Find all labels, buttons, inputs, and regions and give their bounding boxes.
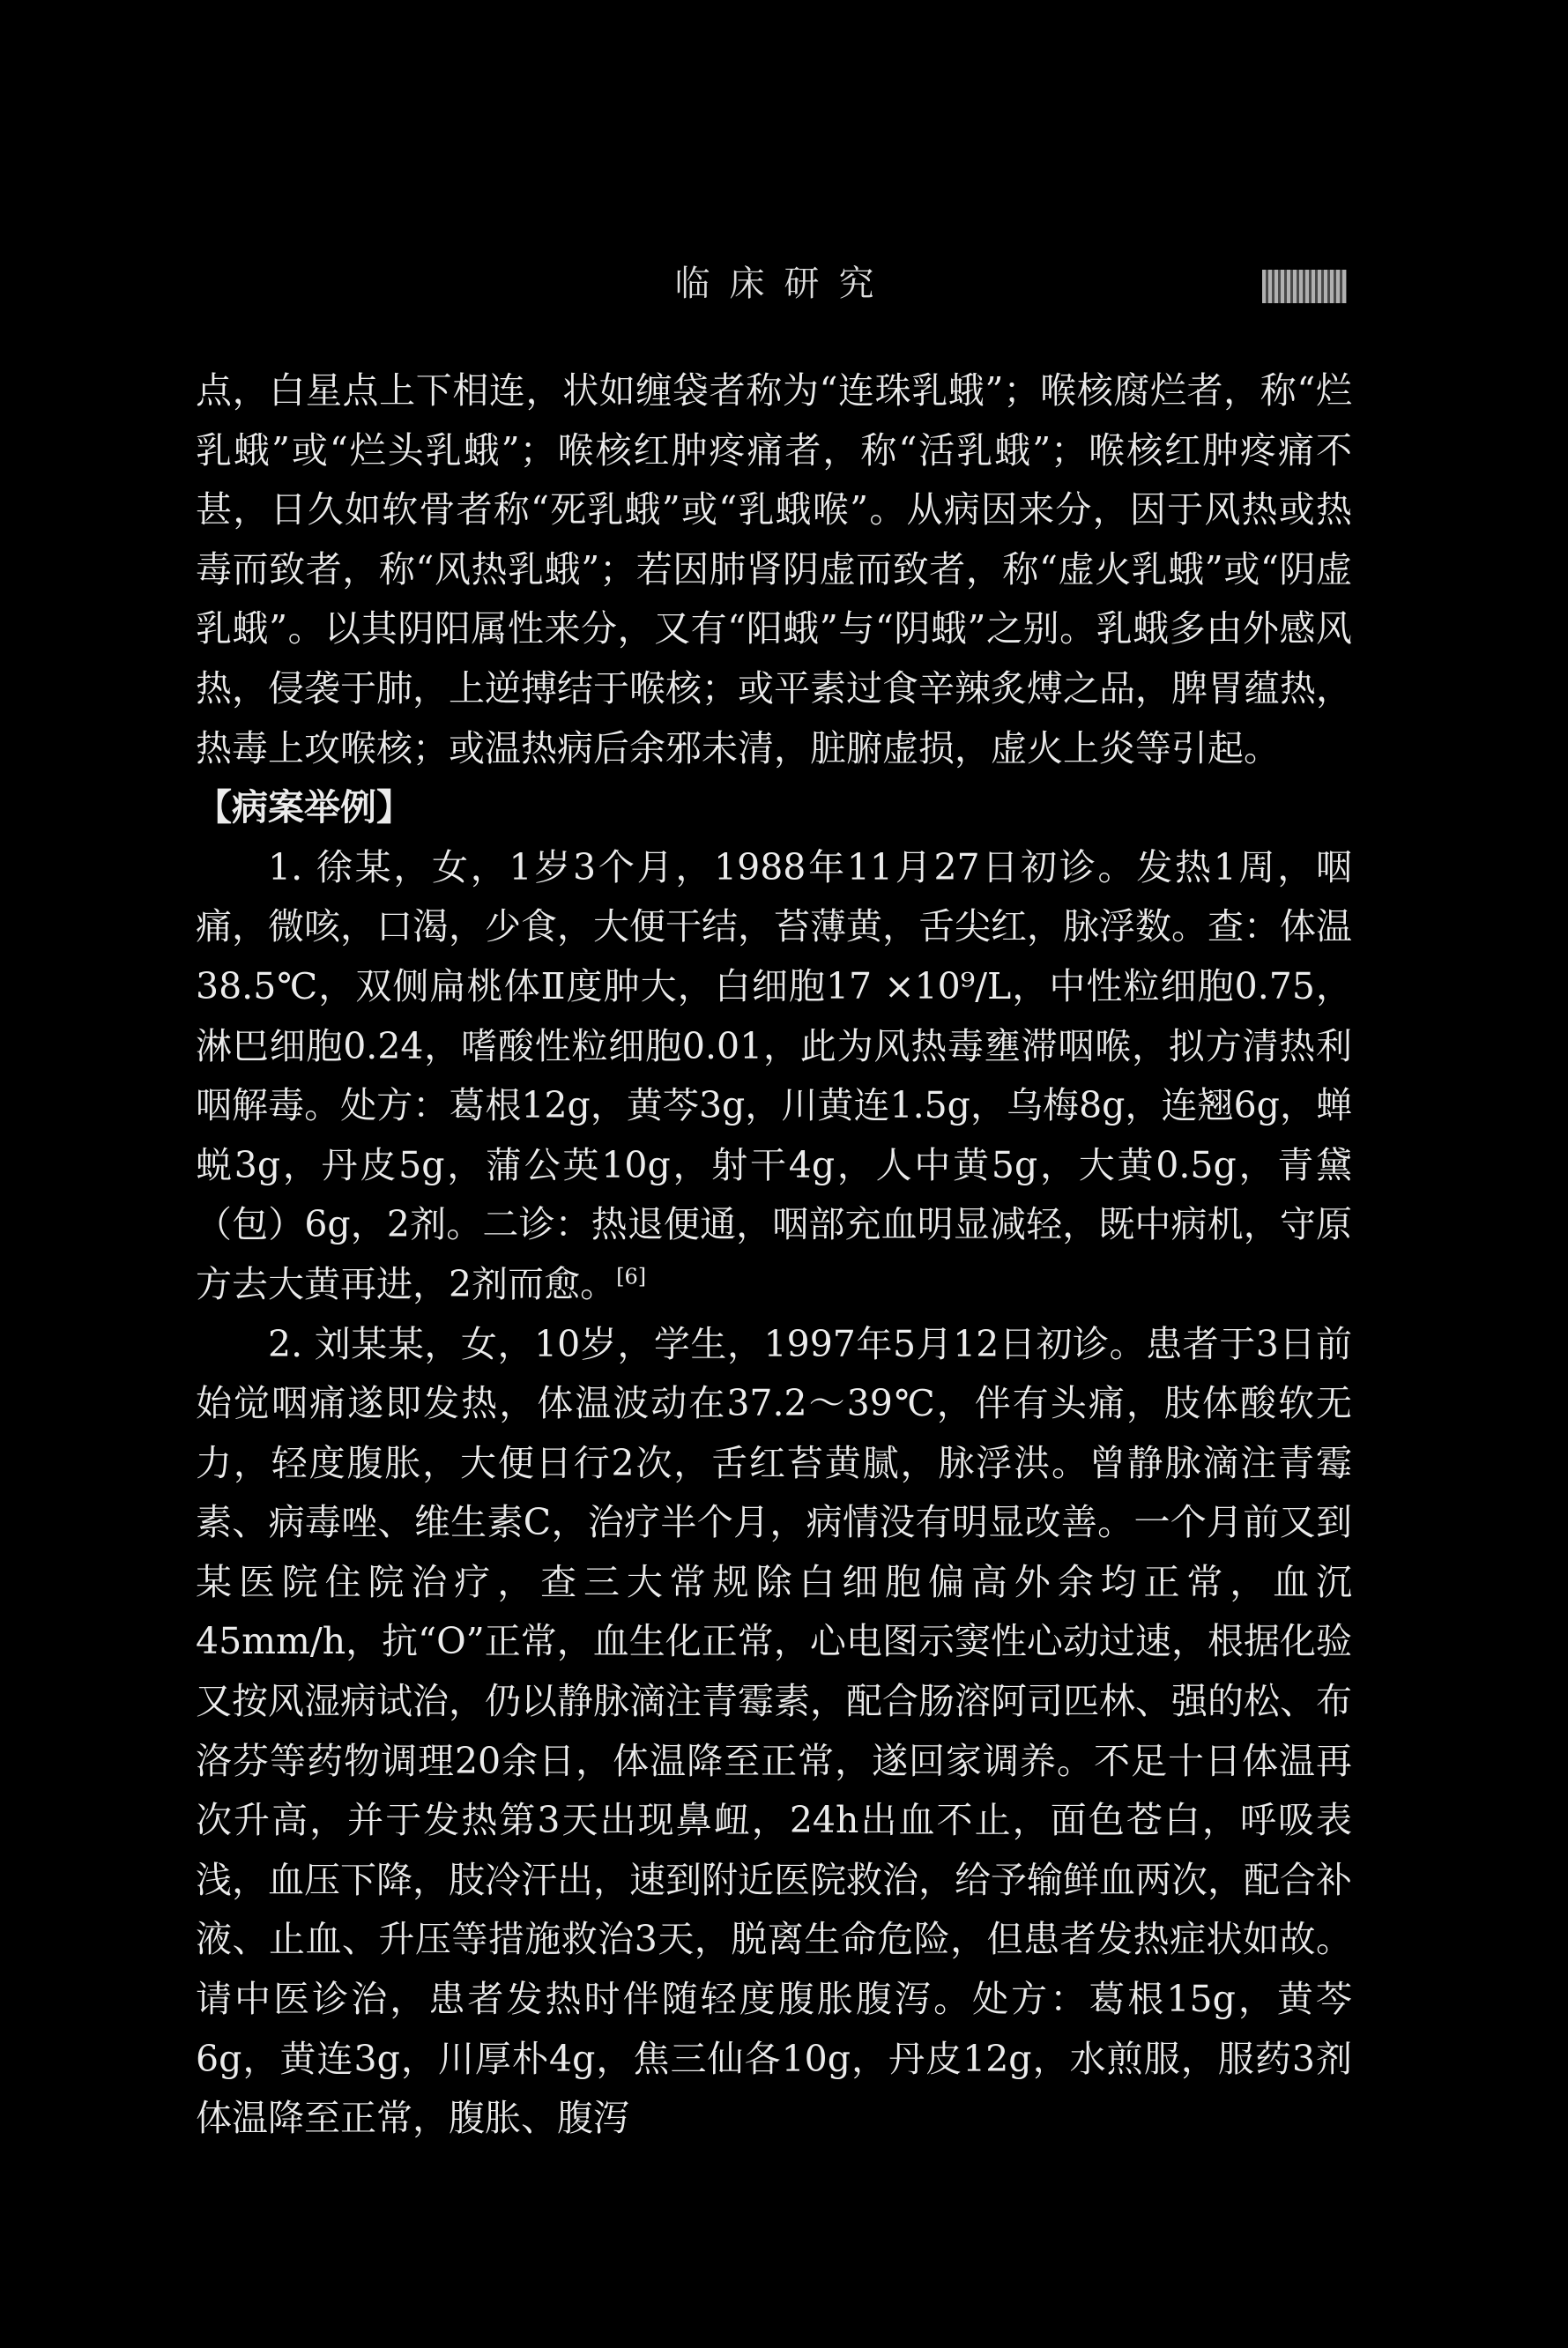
running-header-title: 临床研究 [674, 264, 894, 304]
case-2-paragraph: 2. 刘某某，女，10岁，学生，1997年5月12日初诊。患者于3日前始觉咽痛遂即发热，体温波动在37.2～39℃，伴有头痛，肢体酸软无力，轻度腹胀，大便日行2次，舌红苔黄腻，脉浮洪。曾静脉滴注青霉素、病毒唑、维生素C，治疗半个月，病情没有明显改善。一个月前又到某医院住院治疗，查三大常规除白细胞偏高外余均正常，血沉45mm/h，抗“O”正常，血生化正常，心电图示窦性心动过速，根据化验又按风湿病试治，仍以静脉滴注青霉素，配合肠溶阿司匹林、强的松、布洛芬等药物调理20余日，体温降至正常，遂回家调养。不足十日体温再次升高，并于发热第3天出现鼻衄，24h出血不止，面色苍白，呼吸表浅，血压下降，肢冷汗出，速到附近医院救治，给予输鲜血两次，配合补液、止血、升压等措施救治3天，脱离生命危险，但患者发热症状如故。请中医诊治，患者发热时伴随轻度腹胀腹泻。处方：葛根15g，黄芩6g，黄连3g，川厚朴4g，焦三仙各10g，丹皮12g，水煎服，服药3剂体温降至正常，腹胀、腹泻 [196, 1322, 1352, 2140]
body-text [196, 361, 1352, 2149]
intro-paragraph: 点，白星点上下相连，状如缠袋者称为“连珠乳蛾”；喉核腐烂者，称“烂乳蛾”或“烂头乳蛾”；喉核红肿疼痛者，称“活乳蛾”；喉核红肿疼痛不甚，日久如软骨者称“死乳蛾”或“乳蛾喉”。从病因来分，因于风热或热毒而致者，称“风热乳蛾”；若因肺肾阴虚而致者，称“虚火乳蛾”或“阴虚乳蛾”。以其阴阳属性来分，又有“阳蛾”与“阴蛾”之别。乳蛾多由外感风热，侵袭于肺，上逆搏结于喉核；或平素过食辛辣炙煿之品，脾胃蕴热，热毒上攻喉核；或温热病后余邪未清，脏腑虚损，虚火上炎等引起。 [196, 369, 1352, 769]
page-corner-mark [1262, 270, 1347, 303]
case-1-paragraph [196, 838, 1352, 1315]
case-1-text: 1. 徐某，女，1岁3个月，1988年11月27日初诊。发热1周，咽痛，微咳，口渴，少食，大便干结，苔薄黄，舌尖红，脉浮数。查：体温38.5℃，双侧扁桃体Ⅱ度肿大，白细胞17 ×10⁹/L，中性粒细胞0.75，淋巴细胞0.24，嗜酸性粒细胞0.01，此为风热毒壅滞咽喉，拟方清热利咽解毒。处方：葛根12g，黄芩3g，川黄连1.5g，乌梅8g，连翘6g，蝉蜕3g，丹皮5g，蒲公英10g，射干4g，人中黄5g，大黄0.5g，青黛（包）6g，2剂。二诊：热退便通，咽部充血明显减轻，既中病机，守原方去大黄再进，2剂而愈。 [196, 845, 1352, 1305]
section-heading: 【病案举例】 [196, 786, 412, 829]
case-1-citation: [6] [616, 1264, 647, 1289]
